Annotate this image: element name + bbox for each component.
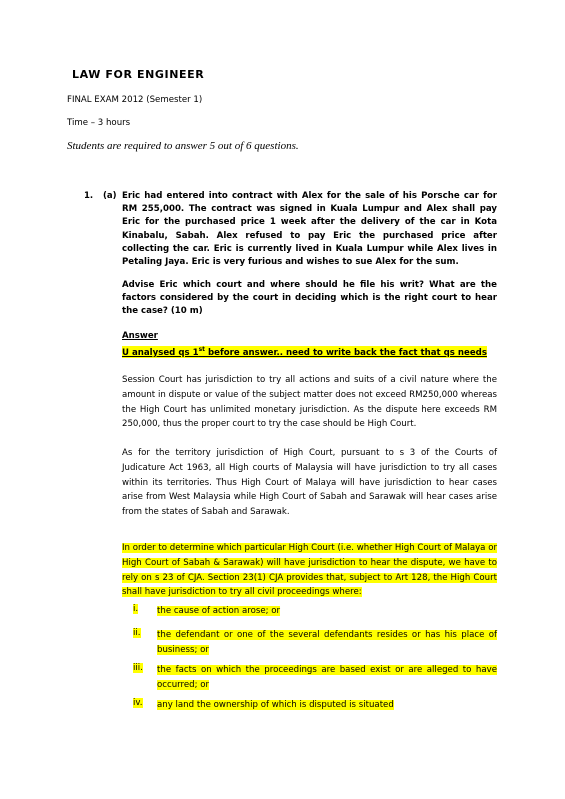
list-item-number: i. <box>133 604 139 614</box>
answer-note-prefix: U analysed qs 1 <box>122 347 199 358</box>
answer-heading: Answer <box>122 331 158 341</box>
list-item-text <box>157 628 497 658</box>
time-label: Time – 3 hours <box>67 118 131 128</box>
list-item-text <box>157 604 497 619</box>
answer-note-sup: st <box>198 346 206 353</box>
list-item-number: iii. <box>133 663 143 673</box>
question-number: 1. <box>84 191 94 201</box>
list-item-text-content: any land the ownership of which is disputed is situated <box>157 700 394 710</box>
question-part: (a) <box>103 191 117 201</box>
answer-note-suffix: before answer.. need to write back the fact that qs needs <box>205 347 487 358</box>
course-title: LAW FOR ENGINEER <box>72 68 205 81</box>
answer-note <box>122 346 487 358</box>
answer-paragraph-1: Session Court has jurisdiction to try all actions and suits of a civil nature where the amount in dispute or value of the subject matter does not exceed RM250,000 whereas the High Court has unlimited monetary jurisdiction. As the dispute here exceeds RM 250,000, thus the proper court to try the case should be High Court. <box>122 375 497 430</box>
list-item-number: ii. <box>133 628 141 638</box>
answer-paragraph-3-text: In order to determine which particular High Court (i.e. whether High Court of Malaya or High Court of Sabah & Sarawak) will have jurisdiction to hear the dispute, we have to rely on s 23 of CJA. Section 23(1) CJA provides that, subject to Art 128, the High Court shall have jurisdiction to try all civil proceedings where: <box>122 543 497 598</box>
question-marks: (10 m) <box>170 306 203 317</box>
answer-paragraph-2: As for the territory jurisdiction of High Court, pursuant to s 3 of the Courts of Judicature Act 1963, all High courts of Malaysia will have jurisdiction to try all cases within its territories. Thus High Court of Malaya will have jurisdiction to hear cases arise from West Malaysia while High Court of Sabah and Sarawak will hear cases arise from the states of Sabah and Sarawak. <box>122 448 497 518</box>
question-ask <box>122 279 497 319</box>
list-item-text-content: the defendant or one of the several defendants resides or has his place of business; or <box>157 630 497 655</box>
list-item-number: iv. <box>133 698 143 708</box>
question-ask-text: Advise Eric which court and where should he file his writ? What are the factors considered by the court in deciding which is the right court to hear the case? <box>122 280 497 317</box>
list-item-text <box>157 663 497 693</box>
exam-label: FINAL EXAM 2012 (Semester 1) <box>67 95 203 105</box>
answer-paragraph-3 <box>122 541 497 600</box>
question-facts: Eric had entered into contract with Alex for the sale of his Porsche car for RM 255,000. The contract was signed in Kuala Lumpur and Alex shall pay Eric for the purchased price 1 week after the delivery of the car in Kota Kinabalu, Sabah. Alex refused to pay Eric the purchased price after collecting the car. Eric is currently lived in Kuala Lumpur while Alex lives in Petaling Jaya. Eric is very furious and wishes to sue Alex for the sum. <box>122 191 497 268</box>
list-item-text-content: the facts on which the proceedings are based exist or are alleged to have occurred; or <box>157 665 497 690</box>
list-item-text-content: the cause of action arose; or <box>157 606 281 616</box>
instruction-text: Students are required to answer 5 out of 6 questions. <box>67 140 299 152</box>
list-item-text <box>157 698 497 713</box>
